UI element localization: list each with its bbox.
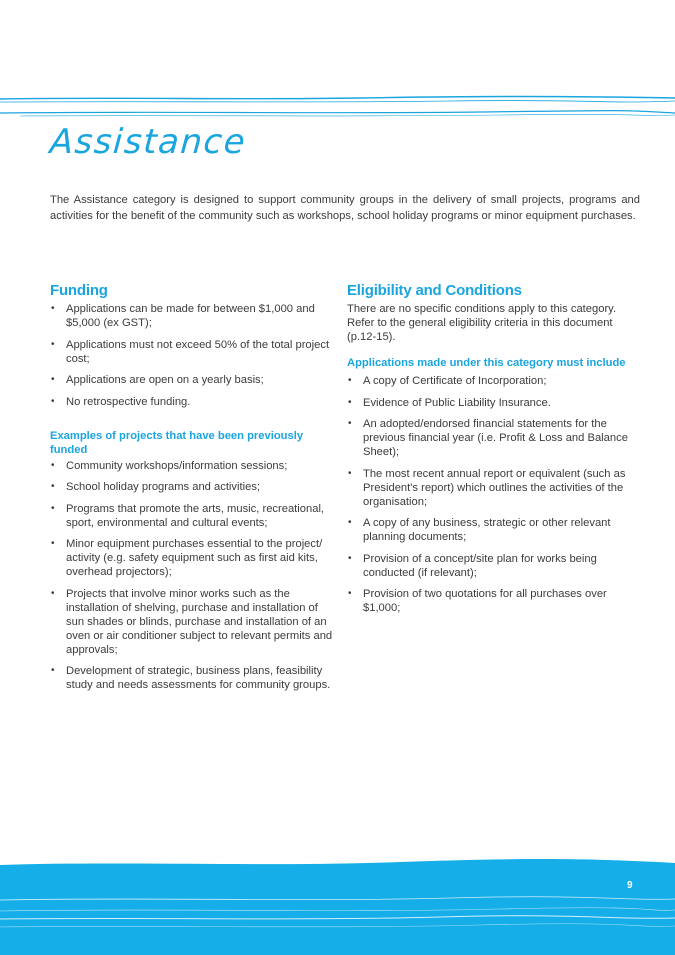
bullet-icon: • [348, 467, 352, 479]
page-title: Assistance [48, 122, 248, 162]
list-item: • Minor equipment purchases essential to the project/ activity (e.g. safety equipment such as first aid kits, overhead projectors); [51, 538, 323, 578]
examples-heading: Examples of projects that have been previously funded [50, 429, 304, 456]
bullet-icon: • [51, 338, 55, 350]
list-item: • Projects that involve minor works such as the installation of shelving, purchase and installation of sun shades or blinds, purchase and installation of an oven or air conditioner subject to relevant permits and approvals; [51, 587, 333, 656]
list-item: • Provision of two quotations for all purchases over $1,000; [348, 588, 607, 614]
bullet-icon: • [348, 375, 352, 386]
bullet-icon: • [348, 396, 352, 408]
requirements-list [347, 374, 633, 615]
list-item: • The most recent annual report or equivalent (such as President's report) which outlines the activities of the organisation; [348, 467, 626, 508]
bullet-icon: • [51, 303, 55, 314]
list-item: • Community workshops/information sessions; [51, 459, 288, 472]
bullet-icon: • [51, 395, 55, 407]
examples-list [50, 459, 338, 693]
list-item: • An adopted/endorsed financial statements for the previous financial year (i.e. Profit & Loss and Balance Sheet); [348, 418, 628, 458]
page-number: 9 [627, 880, 633, 891]
list-item: • Applications must not exceed 50% of the total project cost; [51, 338, 330, 365]
bullet-icon: • [51, 374, 55, 385]
list-item: • School holiday programs and activities; [51, 481, 261, 493]
header-wave-lines [0, 88, 675, 124]
bullet-icon: • [348, 517, 352, 528]
footer-wave-band [0, 855, 675, 955]
funding-list [50, 302, 338, 409]
bullet-icon: • [348, 552, 352, 564]
left-column [50, 282, 338, 700]
list-item: • A copy of Certificate of Incorporation; [348, 375, 547, 387]
bullet-icon: • [51, 459, 55, 471]
bullet-icon: • [51, 587, 55, 599]
bullet-icon: • [51, 502, 55, 514]
funding-heading: Funding [50, 282, 108, 299]
list-item: • A copy of any business, strategic or other relevant planning documents; [348, 517, 611, 543]
eligibility-heading: Eligibility and Conditions [347, 282, 522, 299]
list-item: • No retrospective funding. [51, 395, 191, 408]
list-item: • Programs that promote the arts, music, recreational, sport, environmental and cultural events; [51, 502, 325, 529]
intro-paragraph: The Assistance category is designed to support community groups in the delivery of small projects, programs and activities for the benefit of the community such as workshops, school holiday programs or minor equipment purchases. [50, 194, 640, 222]
bullet-icon: • [51, 665, 55, 676]
bullet-icon: • [51, 538, 55, 549]
list-item: • Applications can be made for between $1,000 and $5,000 (ex GST); [51, 303, 315, 329]
right-column [347, 282, 633, 623]
list-item: • Development of strategic, business plans, feasibility study and needs assessments for community groups. [51, 665, 331, 691]
bullet-icon: • [348, 588, 352, 599]
list-item: • Evidence of Public Liability Insurance. [348, 396, 551, 409]
list-item: • Provision of a concept/site plan for works being conducted (if relevant); [348, 552, 597, 579]
bullet-icon: • [348, 418, 352, 429]
eligibility-text: There are no specific conditions apply to this category. Refer to the general eligibility criteria in this document (p.12-15). [347, 303, 617, 343]
bullet-icon: • [51, 481, 55, 492]
requirements-heading: Applications made under this category must include [347, 357, 626, 369]
list-item: • Applications are open on a yearly basis; [51, 374, 264, 386]
